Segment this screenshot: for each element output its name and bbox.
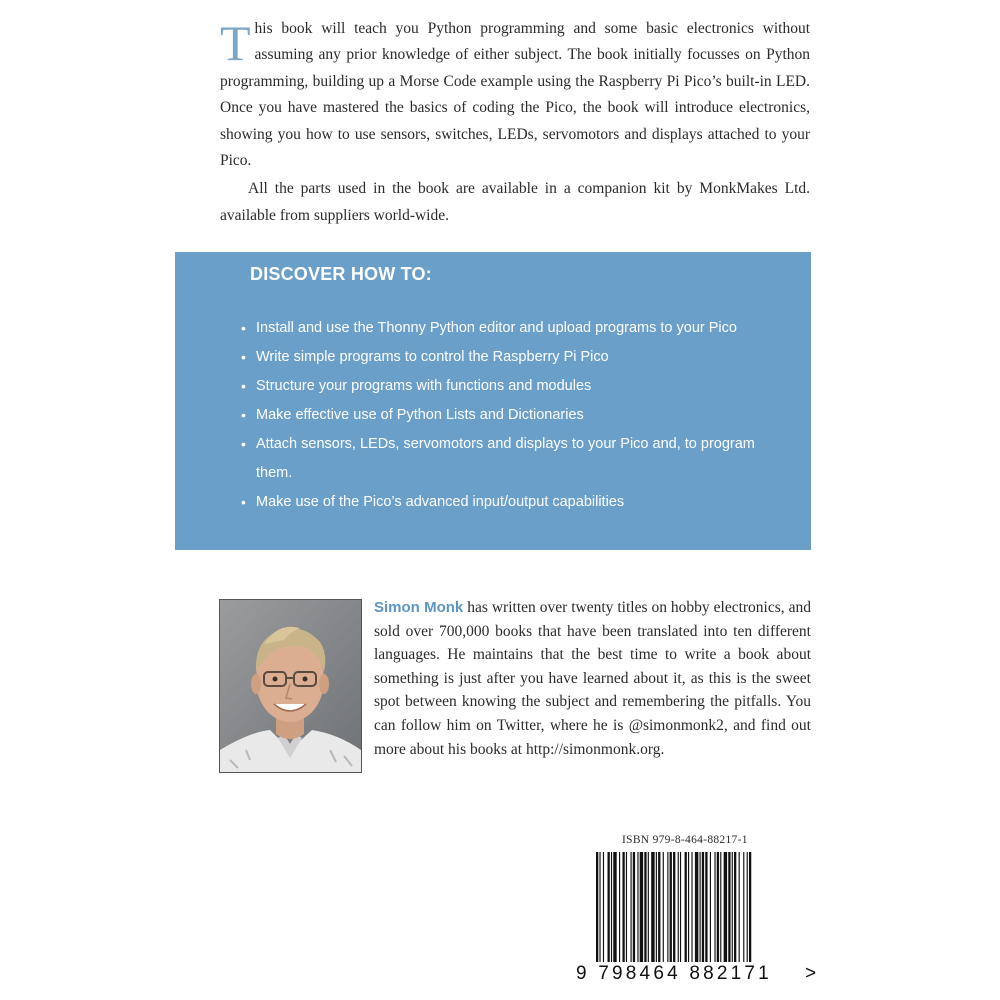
intro-paragraph-1-text: his book will teach you Python programming and some basic electronics without assuming any prior knowledge of either subject. The book initially focusses on Python programming, building up a Morse Code example using the Raspberry Pi Pico’s built-in LED. Once you have mastered the basics of coding the Pico, the book will introduce electronics, showing you how to use sensors, switches, LEDs, servomotors and displays attached to your Pico. <box>220 20 810 170</box>
bullet-icon: • <box>241 436 246 452</box>
discover-item: • Attach sensors, LEDs, servomotors and displays to your Pico and, to program them. <box>241 430 761 488</box>
bullet-icon: • <box>241 378 246 394</box>
author-bio-text: has written over twenty titles on hobby electronics, and sold over 700,000 books that have been translated into ten different languages. He maintains that the best time to write a book about something is just after you have learned about it, as this is the sweet spot between knowing the subject and remembering the pitfalls. You can follow him on Twitter, where he is @simonmonk2, and find out more about his books at http://simonmonk.org. <box>374 599 811 758</box>
barcode-arrow: > <box>805 963 817 984</box>
discover-item: • Write simple programs to control the Raspberry Pi Pico <box>241 343 761 372</box>
discover-item: • Structure your programs with functions and modules <box>241 372 761 401</box>
bullet-icon: • <box>241 349 246 365</box>
intro-text <box>220 16 810 229</box>
bullet-icon: • <box>241 494 246 510</box>
author-bio <box>374 596 811 761</box>
discover-item: • Make effective use of Python Lists and Dictionaries <box>241 401 761 430</box>
author-photo <box>219 599 362 773</box>
discover-item: • Make use of the Pico’s advanced input/output capabilities <box>241 488 761 517</box>
barcode-digits: 9 798464 882171 <box>576 963 772 984</box>
discover-heading: DISCOVER HOW TO: <box>250 264 432 284</box>
discover-item: • Install and use the Thonny Python editor and upload programs to your Pico <box>241 314 761 343</box>
barcode-icon <box>594 852 800 973</box>
isbn-label: ISBN 979-8-464-88217-1 <box>622 834 748 846</box>
intro-paragraph-2: All the parts used in the book are available in a companion kit by MonkMakes Ltd. available from suppliers world-wide. <box>220 180 810 224</box>
drop-cap: T <box>220 15 251 71</box>
author-portrait-icon <box>220 600 361 772</box>
author-name: Simon Monk <box>374 599 464 616</box>
discover-box <box>175 252 811 550</box>
discover-list <box>241 314 761 517</box>
bullet-icon: • <box>241 320 246 336</box>
intro-paragraph-1 <box>220 16 810 174</box>
bullet-icon: • <box>241 407 246 423</box>
